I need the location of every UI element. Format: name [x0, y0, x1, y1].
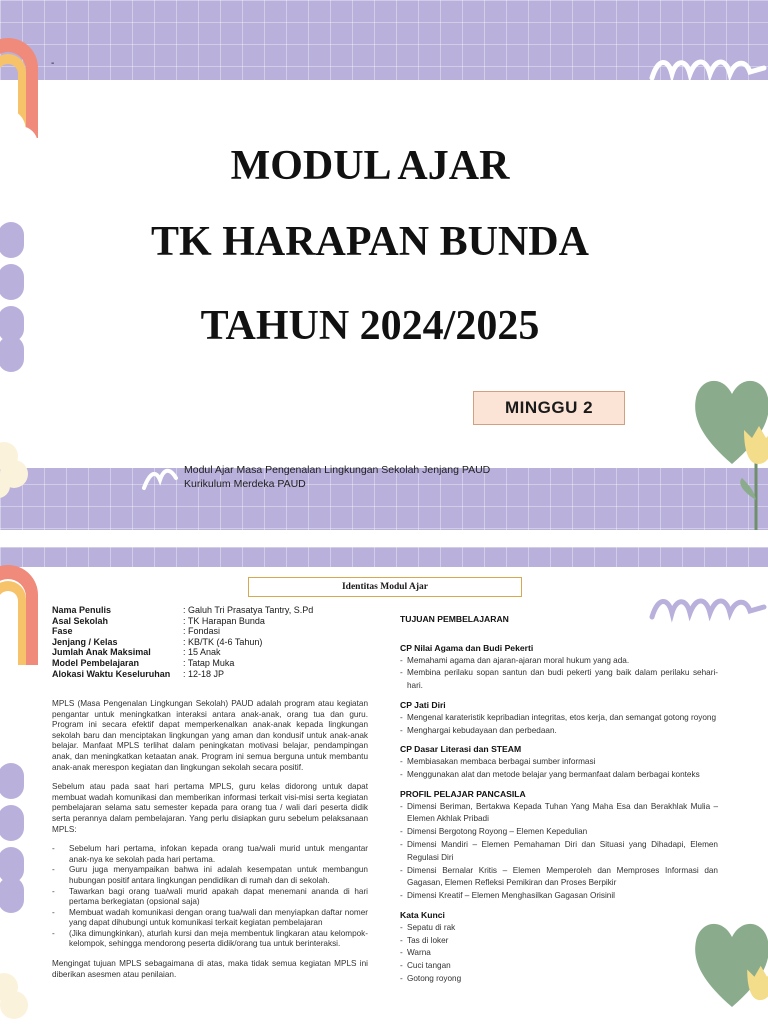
section-keywords: Kata Kunci - Sepatu di rak - Tas di loker - Warna - Cuci tangan - Gotong royong	[400, 909, 718, 986]
identity-row: Nama Penulis : Galuh Tri Prasatya Tantry, S.Pd	[52, 605, 314, 615]
objectives-heading: TUJUAN PEMBELAJARAN	[400, 614, 509, 624]
identity-row: Jumlah Anak Maksimal : 15 Anak	[52, 647, 221, 658]
subtitle-line-1: Modul Ajar Masa Pengenalan Lingkungan Sekolah Jenjang PAUD	[184, 464, 491, 476]
list-item: - Menghargai kebudayaan dan perbedaan.	[400, 725, 557, 735]
school-name: TK HARAPAN BUNDA	[151, 219, 589, 265]
paragraph-preparation: Sebelum atau pada saat hari pertama MPLS, guru kelas didorong untuk dapat membuat wadah komunikasi dan memberikan informasi terkait visi-misi serta kegiatan pembelajaran selama satu semester kepada para orang tua / wali dari peserta didik serta perannya dalam pembelajaran. Yang perlu disiapkan guru sebelum pelaksanaan MPLS:	[52, 782, 368, 834]
section-profil-pancasila: PROFIL PELAJAR PANCASILA - Dimensi Beriman, Bertakwa Kepada Tuhan Yang Maha Esa dan Berakhlak Mulia – Elemen Akhlak Pribadi - Dimensi Bergotong Royong – Elemen Kepedulian - Dimensi Mandiri – Elemen Pemahaman Diri dan Situasi yang Dihadapi, Elemen Regulasi Diri - Dimensi Bernalar Kritis – Elemen Memperoleh dan Memproses Informasi dan Gagasan, Elemen Refleksi Pemikiran dan Proses Berpikir - Dimensi Kreatif – Elemen Menghasilkan Gagasan Orisinil	[400, 788, 718, 903]
identity-row: Fase : Fondasi	[52, 626, 221, 637]
list-item: - Membuat wadah komunikasi dengan orang tua/wali dan menyiapkan daftar nomer yang dapat dihubungi untuk komunikasi terkait kegiatan pembelajaran	[52, 907, 368, 928]
list-item: - Dimensi Beriman, Bertakwa Kepada Tuhan Yang Maha Esa dan Berakhlak Mulia – Elemen Akhlak Pribadi	[400, 801, 718, 824]
academic-year: TAHUN 2024/2025	[200, 303, 540, 349]
list-item: - Tawarkan bagi orang tua/wali murid apakah dapat menemani ananda di hari pertama berkegiatan (opsional saja)	[52, 886, 368, 907]
list-item: - (Jika dimungkinkan), aturlah kursi dan meja membentuk lingkaran atau kelompok-kelompok, sehingga mendorong peserta didik/orang tua untuk berinteraksi.	[52, 928, 368, 949]
identity-page	[0, 547, 768, 1024]
list-item: - Warna	[400, 948, 431, 958]
paragraph-assessment: Mengingat tujuan MPLS sebagaimana di atas, maka tidak semua kegiatan MPLS ini diberikan asesmen atau penilaian.	[52, 959, 368, 979]
list-item: - Tas di loker	[400, 935, 449, 945]
list-item: - Dimensi Kreatif – Elemen Menghasilkan Gagasan Orisinil	[400, 891, 615, 901]
list-item: - Cuci tangan	[400, 961, 451, 971]
identity-table	[52, 605, 372, 679]
list-item: - Membiasakan membaca berbagai sumber informasi	[400, 757, 596, 767]
list-item: - Memahami agama dan ajaran-ajaran moral hukum yang ada.	[400, 655, 630, 665]
identity-heading: Identitas Modul Ajar	[248, 577, 522, 597]
section-jati-diri: CP Jati Diri - Mengenal karateristik kepribadian integritas, etos kerja, dan semangat gotong royong - Menghargai kebudayaan dan perbedaan.	[400, 699, 718, 737]
identity-row: Jenjang / Kelas : KB/TK (4-6 Tahun)	[52, 636, 263, 647]
mpls-description	[52, 699, 368, 989]
list-item: - Dimensi Bergotong Royong – Elemen Kepedulian	[400, 827, 588, 837]
learning-objectives	[400, 613, 718, 992]
list-item: - Dimensi Mandiri – Elemen Pemahaman Diri dan Situasi yang Dihadapi, Elemen Regulasi Diri	[400, 839, 718, 862]
identity-row: Asal Sekolah : TK Harapan Bunda	[52, 615, 265, 626]
subtitle-line-2: Kurikulum Merdeka PAUD	[184, 478, 306, 490]
identity-row: Alokasi Waktu Keseluruhan : 12-18 JP	[52, 668, 225, 679]
stray-dot-mark: -	[51, 58, 55, 69]
tulip-decoration-icon	[736, 420, 768, 530]
week-badge: MINGGU 2	[473, 391, 625, 425]
list-item: - Mengenal karateristik kepribadian integritas, etos kerja, dan semangat gotong royong	[400, 712, 717, 722]
tulip-decoration-icon-2	[740, 957, 768, 1024]
daisy-decoration-icon-2	[0, 967, 32, 1024]
list-item: - Membina perilaku sopan santun dan budi pekerti yang baik dalam perilaku sehari-hari.	[400, 668, 718, 691]
page-gap	[0, 530, 768, 547]
squiggle-decoration-icon	[648, 52, 768, 84]
squiggle-small-icon	[140, 458, 180, 498]
list-item: - Dimensi Bernalar Kritis – Elemen Memperoleh dan Memproses Informasi dan Gagasan, Elemen Refleksi Pemikiran dan Proses Berpikir	[400, 865, 718, 888]
module-title: MODUL AJAR	[230, 143, 510, 189]
list-item: - Menggunakan alat dan metode belajar yang bermanfaat dalam berbagai konteks	[400, 769, 700, 779]
cover-paper	[0, 80, 768, 468]
list-item: - Sepatu di rak	[400, 922, 456, 932]
section-agama: CP Nilai Agama dan Budi Pekerti - Memahami agama dan ajaran-ajaran moral hukum yang ada. - Membina perilaku sopan santun dan budi pekerti yang baik dalam perilaku sehari-hari.	[400, 642, 718, 693]
section-literasi: CP Dasar Literasi dan STEAM - Membiasakan membaca berbagai sumber informasi - Menggunakan alat dan metode belajar yang bermanfaat dalam berbagai konteks	[400, 743, 718, 781]
flower-decoration-icon-2	[0, 631, 40, 751]
identity-row: Model Pembelajaran : Tatap Muka	[52, 657, 235, 668]
list-item: - Gotong royong	[400, 973, 462, 983]
list-item: - Guru juga menyampaikan bahwa ini adalah kesempatan untuk membangun hubungan positif antara lingkungan pendidikan di rumah dan di sekolah.	[52, 865, 368, 885]
list-item: - Sebelum hari pertama, infokan kepada orang tua/wali murid untuk mengantar anak-nya ke sekolah pada hari pertama.	[52, 844, 368, 864]
paragraph-intro: MPLS (Masa Pengenalan Lingkungan Sekolah) PAUD adalah program atau kegiatan pengantar untuk meningkatkan interaksi antara anak-anak, orang tua dan guru. Program ini secara efektif dapat memperkenalkan anak-anak kepada lingkungan sekolah baru dan menciptakan lingkungan yang aman dan kondusif untuk anak-anak belajar. Manfaat MPLS terlihat dalam peningkatan motivasi belajar, pendampingan anak, dan meningkatkan ketaatan anak. Program ini semua berguna untuk membantu anak-anak merespon kegiatan dan lingkungan sekolah secara positif.	[52, 699, 368, 772]
daisy-decoration-icon	[0, 436, 32, 506]
